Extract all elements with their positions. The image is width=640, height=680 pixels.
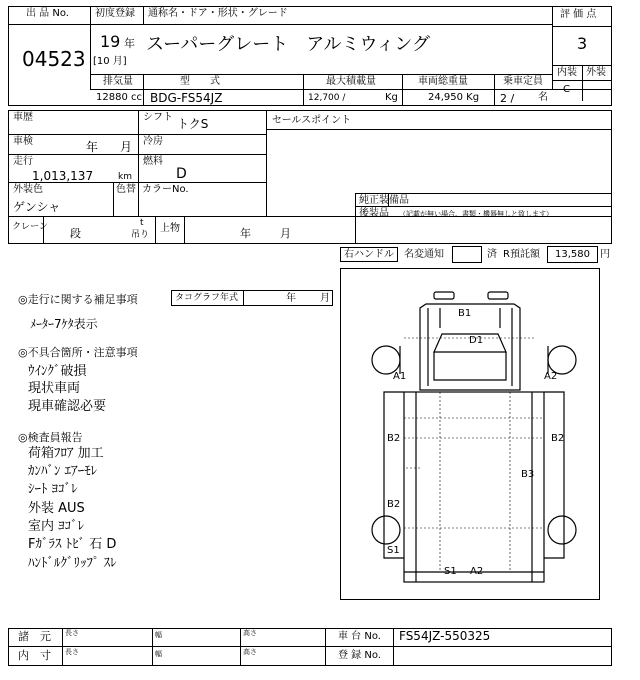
- mileage-unit: km: [118, 172, 132, 182]
- aftermarket-note: （記載が無い場合、書類・機器無しと致します）: [399, 210, 553, 218]
- crane-ton: t: [140, 218, 144, 228]
- mark-b3: B3: [521, 469, 535, 480]
- model-label: 型 式: [180, 76, 220, 87]
- chassis-value: FS54JZ-550325: [399, 629, 491, 643]
- inspector-item: ﾊﾝﾄﾞﾙｸﾞﾘｯﾌﾟ ｽﾚ: [28, 556, 117, 571]
- driving-item: ﾒｰﾀｰ7ｹﾀ表示: [30, 317, 98, 331]
- model-value: BDG-FS54JZ: [150, 91, 223, 105]
- mileage-value: 1,013,137: [32, 169, 94, 183]
- inspector-title: ◎検査員報告: [18, 431, 83, 444]
- capacity-label: 乗車定員: [503, 76, 543, 87]
- lot-label: 出 品 No.: [26, 8, 69, 19]
- inspector-item: ｶﾝﾊﾞﾝ ｴｱｰﾓﾚ: [28, 464, 98, 479]
- chassis-label: 車 台 No.: [338, 631, 381, 642]
- inspection-month: 月: [120, 140, 133, 154]
- crane-stage: 段: [70, 227, 81, 240]
- inspection-label: 車検: [13, 136, 33, 147]
- details-frame: [8, 110, 612, 244]
- mileage-label: 走行: [13, 156, 33, 167]
- shift-value: トクS: [177, 117, 209, 131]
- interior-grade: C: [563, 84, 570, 95]
- inspector-item: ｼｰﾄ ﾖｺﾞﾚ: [28, 482, 78, 497]
- mark-s1-rear: S1: [444, 566, 457, 577]
- right-mirror-shape: [488, 292, 508, 299]
- recycle-label: R預託額: [503, 249, 540, 260]
- recycle-value: 13,580: [555, 249, 590, 260]
- tacho-year: 年: [286, 293, 296, 304]
- reg-month: [10 月]: [93, 56, 127, 67]
- defect-item: ｳｲﾝｸﾞ破損: [28, 364, 87, 379]
- right-handle: 右ハンドル: [344, 249, 394, 260]
- mark-a2: A2: [544, 371, 558, 382]
- exterior-label: 外装: [586, 67, 606, 78]
- upper-year: 年: [240, 227, 251, 240]
- reg-year: 19: [100, 32, 121, 51]
- reg-label: 登 録 No.: [338, 650, 381, 661]
- capacity-unit: 名: [538, 92, 548, 103]
- height-label-1: 高さ: [243, 629, 257, 637]
- gvw-label: 車両総重量: [418, 76, 468, 87]
- capacity-value: 2 /: [500, 92, 515, 105]
- genuine-label: 純正装備品: [359, 195, 409, 206]
- max-load-label: 最大積載量: [326, 76, 376, 87]
- inspector-item: Fｶﾞﾗｽ ﾄﾋﾞ 石 D: [28, 537, 117, 552]
- car-name: スーパーグレート アルミウィング: [146, 34, 431, 55]
- mark-b2-right: B2: [551, 433, 565, 444]
- cargo-body: [404, 392, 544, 582]
- length-label-2: 長さ: [65, 648, 79, 656]
- color-label: 外装色: [13, 184, 43, 195]
- rear-right-wheel: [548, 516, 576, 544]
- sales-point-label: セールスポイント: [272, 115, 352, 126]
- recycle-unit: 円: [600, 249, 610, 260]
- crane-label: クレーン: [12, 222, 48, 232]
- first-reg-label: 初度登録: [95, 8, 135, 19]
- name-change-box: [452, 246, 482, 263]
- interior-label: 内装: [557, 67, 577, 78]
- displacement-value: 12880 cc: [96, 92, 142, 103]
- color-change-label: 色替: [116, 184, 136, 195]
- displacement-label: 排気量: [103, 76, 133, 87]
- footer-row2-label: 内 寸: [18, 649, 51, 662]
- mark-a2-rear: A2: [470, 566, 484, 577]
- name-change-label: 名変通知: [404, 249, 444, 260]
- gvw-value: 24,950 Kg: [428, 92, 480, 103]
- color-value: ゲンシャ: [13, 200, 61, 214]
- defects-title: ◎不具合箇所・注意事項: [18, 346, 138, 359]
- width-label-2: 幅: [155, 650, 162, 658]
- mark-a1: A1: [393, 371, 407, 382]
- driving-title: ◎走行に関する補足事項: [18, 293, 138, 306]
- inspector-item: 外装 AUS: [28, 501, 85, 516]
- front-left-wheel: [372, 346, 400, 374]
- defect-item: 現車確認必要: [28, 399, 107, 414]
- tacho-month: 月: [320, 293, 330, 304]
- shift-label: シフト: [143, 112, 173, 123]
- score-label: 評 価 点: [560, 9, 597, 20]
- mark-d1: D1: [469, 335, 484, 346]
- rear-left-wheel: [372, 516, 400, 544]
- mark-s1-left: S1: [387, 545, 400, 556]
- fuel-label: 燃料: [143, 156, 163, 167]
- front-right-wheel: [548, 346, 576, 374]
- grade-label: 通称名・ドア・形状・グレード: [148, 8, 288, 19]
- upper-label: 上物: [160, 223, 180, 234]
- mark-b2-left-bottom: B2: [387, 499, 401, 510]
- color-code-label: カラーNo.: [142, 184, 189, 195]
- fuel-value: D: [176, 166, 187, 182]
- history-label: 車歴: [13, 112, 33, 123]
- mark-b1: B1: [458, 308, 472, 319]
- inspector-item: 室内 ﾖｺﾞﾚ: [28, 519, 85, 534]
- reg-year-unit: 年: [124, 37, 135, 50]
- width-label-1: 幅: [155, 631, 162, 639]
- crane-suspend: 吊り: [131, 230, 150, 240]
- inspection-year: 年: [86, 140, 99, 154]
- defect-item: 現状車両: [28, 381, 81, 396]
- upper-month: 月: [280, 227, 291, 240]
- lot-number: 04523: [22, 47, 86, 71]
- max-load-value: 12,700 /: [308, 93, 346, 103]
- left-mirror-shape: [434, 292, 454, 299]
- footer-row1-label: 諸 元: [18, 630, 51, 643]
- tachograph-label: タコグラフ年式: [175, 293, 239, 303]
- recycle-prefix: 済: [487, 249, 497, 260]
- ac-label: 冷房: [143, 136, 163, 147]
- height-label-2: 高さ: [243, 648, 257, 656]
- inspector-item: 荷箱ﾌﾛｱ 加工: [28, 446, 104, 461]
- length-label-1: 長さ: [65, 629, 79, 637]
- score-value: 3: [577, 34, 588, 53]
- footer-frame: [8, 628, 612, 666]
- max-load-unit: Kg: [385, 92, 398, 103]
- mark-b2-left-top: B2: [387, 433, 401, 444]
- aftermarket-label: 後装品: [359, 208, 389, 219]
